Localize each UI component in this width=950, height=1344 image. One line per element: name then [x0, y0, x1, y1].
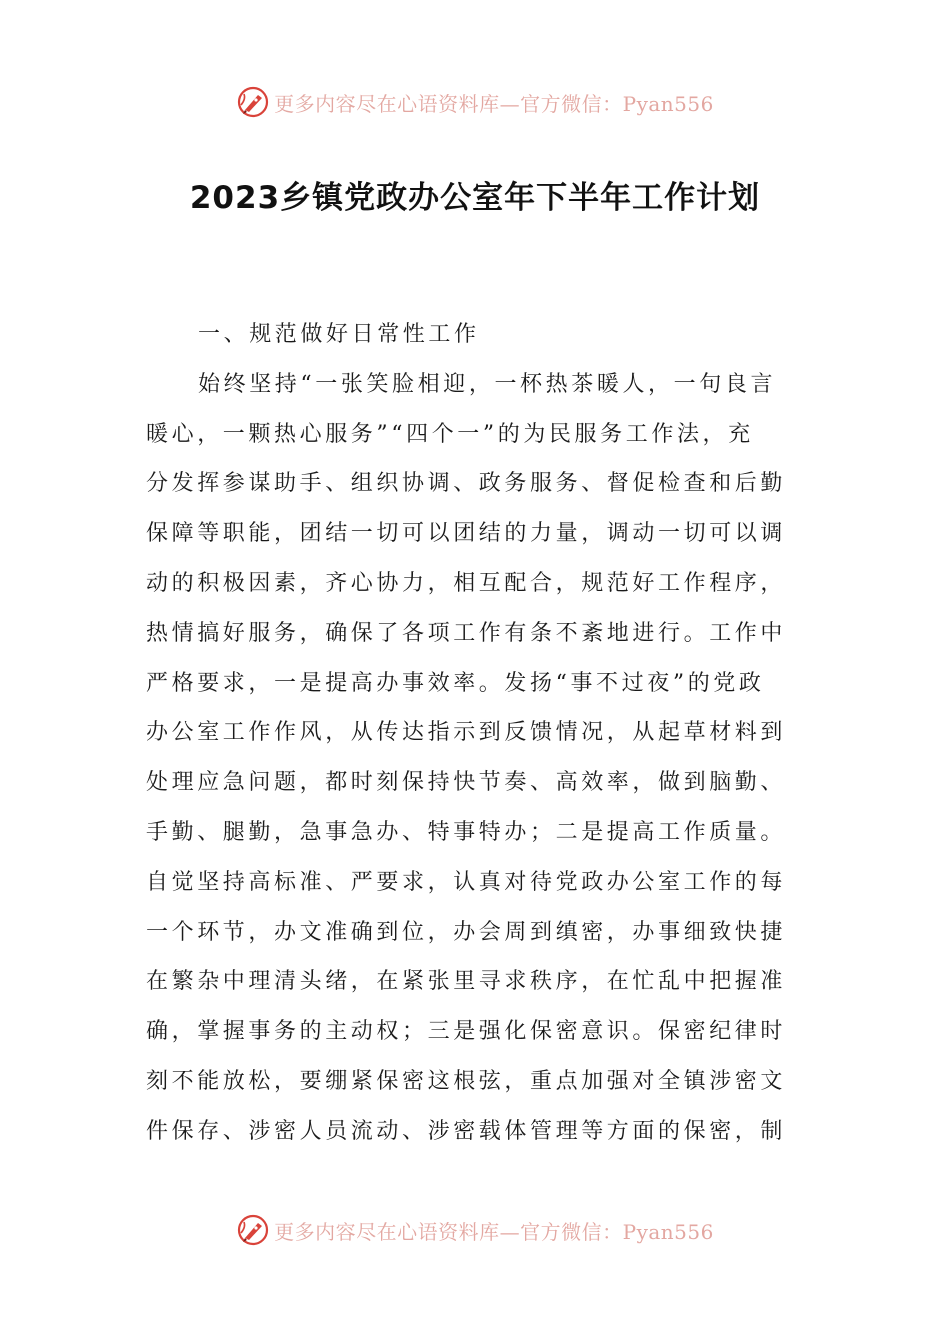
body-line: 一个环节，办文准确到位，办会周到缜密，办事细致快捷	[146, 919, 787, 945]
body-line: 动的积极因素，齐心协力，相互配合，规范好工作程序，	[146, 570, 787, 596]
body-line: 手勤、腿勤，急事急办、特事特办；二是提高工作质量。	[146, 819, 787, 845]
body-line: 暖心，一颗热心服务”“四个一”的为民服务工作法，充	[146, 421, 754, 447]
pen-nib-logo-icon	[236, 85, 270, 119]
pen-nib-logo-icon	[236, 1213, 270, 1247]
document-title: 2023乡镇党政办公室年下半年工作计划	[189, 180, 761, 216]
body-line: 分发挥参谋助手、组织协调、政务服务、督促检查和后勤	[146, 471, 787, 497]
body-line: 严格要求，一是提高办事效率。发扬“事不过夜”的党政	[146, 670, 765, 696]
body-line: 热情搞好服务，确保了各项工作有条不紊地进行。工作中	[146, 620, 787, 646]
body-line: 刻不能放松，要绷紧保密这根弦，重点加强对全镇涉密文	[146, 1068, 787, 1094]
body-line: 处理应急问题，都时刻保持快节奏、高效率，做到脑勤、	[146, 770, 787, 796]
document-body	[146, 310, 806, 1157]
body-line: 保障等职能，团结一切可以团结的力量，调动一切可以调	[146, 521, 787, 547]
watermark-banner-top	[0, 80, 950, 124]
watermark-text: 更多内容尽在心语资料库—官方微信：Pyan556	[274, 91, 714, 116]
watermark-banner-bottom	[0, 1208, 950, 1252]
body-line: 确，掌握事务的主动权；三是强化保密意识。保密纪律时	[146, 1019, 787, 1045]
body-line: 始终坚持“一张笑脸相迎，一杯热茶暖人，一句良言	[198, 371, 777, 397]
body-line: 在繁杂中理清头绪，在紧张里寻求秩序，在忙乱中把握准	[146, 969, 787, 995]
body-line: 件保存、涉密人员流动、涉密载体管理等方面的保密，制	[146, 1118, 787, 1144]
body-line: 办公室工作作风，从传达指示到反馈情况，从起草材料到	[146, 720, 787, 746]
section-heading: 一、规范做好日常性工作	[198, 322, 480, 347]
watermark-text: 更多内容尽在心语资料库—官方微信：Pyan556	[274, 1219, 714, 1244]
body-line: 自觉坚持高标准、严要求，认真对待党政办公室工作的每	[146, 869, 787, 895]
